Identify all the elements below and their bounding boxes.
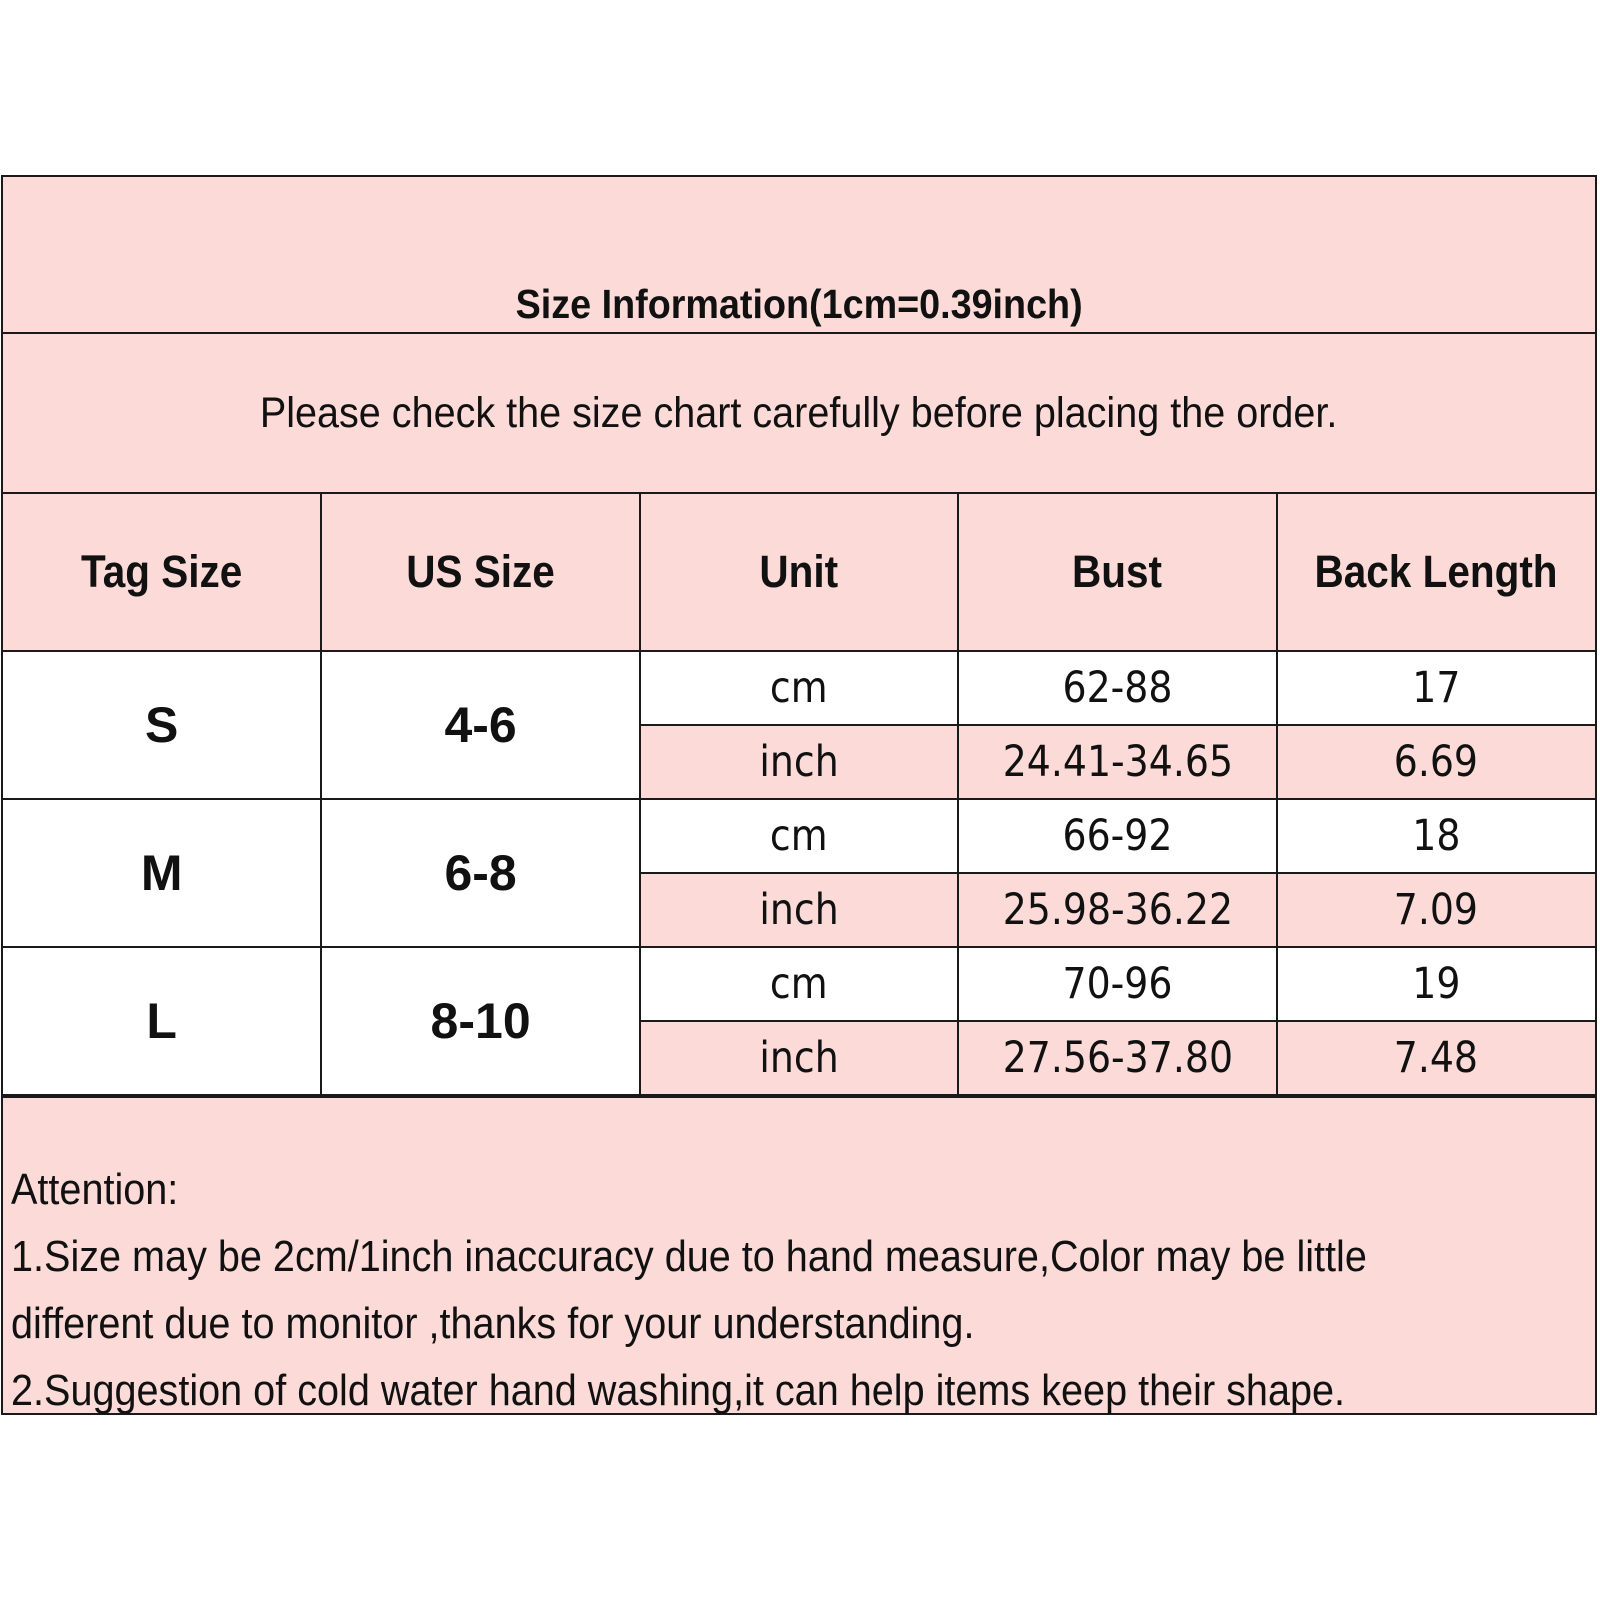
back-length-cell: 6.69 [1277,725,1595,799]
bust-cell: 27.56-37.80 [958,1021,1276,1095]
us-size-cell: 8-10 [321,947,639,1095]
unit-cell: inch [640,873,958,947]
back-length-cell: 18 [1277,799,1595,873]
bust-cell: 24.41-34.65 [958,725,1276,799]
attention-line: different due to monitor ,thanks for your understanding. [11,1299,975,1348]
table-row [3,799,1595,873]
table-row [3,947,1595,1021]
attention-line: 2.Suggestion of cold water hand washing,it can help items keep their shape. [11,1366,1346,1415]
size-chart [1,175,1597,1415]
header-us-size: US Size [321,494,639,651]
size-table [3,494,1595,1096]
back-length-cell: 7.48 [1277,1021,1595,1095]
attention-line: 1.Size may be 2cm/1inch inaccuracy due to hand measure,Color may be little [11,1232,1367,1281]
unit-cell: cm [640,651,958,725]
us-size-cell: 6-8 [321,799,639,947]
unit-cell: inch [640,725,958,799]
tag-size-cell: S [3,651,321,799]
header-unit: Unit [640,494,958,651]
unit-cell: inch [640,1021,958,1095]
unit-cell: cm [640,947,958,1021]
us-size-cell: 4-6 [321,651,639,799]
check-note: Please check the size chart carefully before placing the order. [260,388,1338,437]
bust-cell: 25.98-36.22 [958,873,1276,947]
back-length-cell: 19 [1277,947,1595,1021]
table-row [3,651,1595,725]
note-row [3,334,1595,494]
tag-size-cell: L [3,947,321,1095]
attention-section [3,1096,1595,1413]
header-tag-size: Tag Size [3,494,321,651]
bust-cell: 66-92 [958,799,1276,873]
header-row [3,494,1595,651]
tag-size-cell: M [3,799,321,947]
back-length-cell: 7.09 [1277,873,1595,947]
back-length-cell: 17 [1277,651,1595,725]
unit-cell: cm [640,799,958,873]
bust-cell: 62-88 [958,651,1276,725]
bust-cell: 70-96 [958,947,1276,1021]
header-back-length: Back Length [1277,494,1595,651]
chart-title: Size Information(1cm=0.39inch) [515,281,1083,327]
attention-heading: Attention: [11,1165,179,1214]
header-bust: Bust [958,494,1276,651]
title-row [3,177,1595,334]
